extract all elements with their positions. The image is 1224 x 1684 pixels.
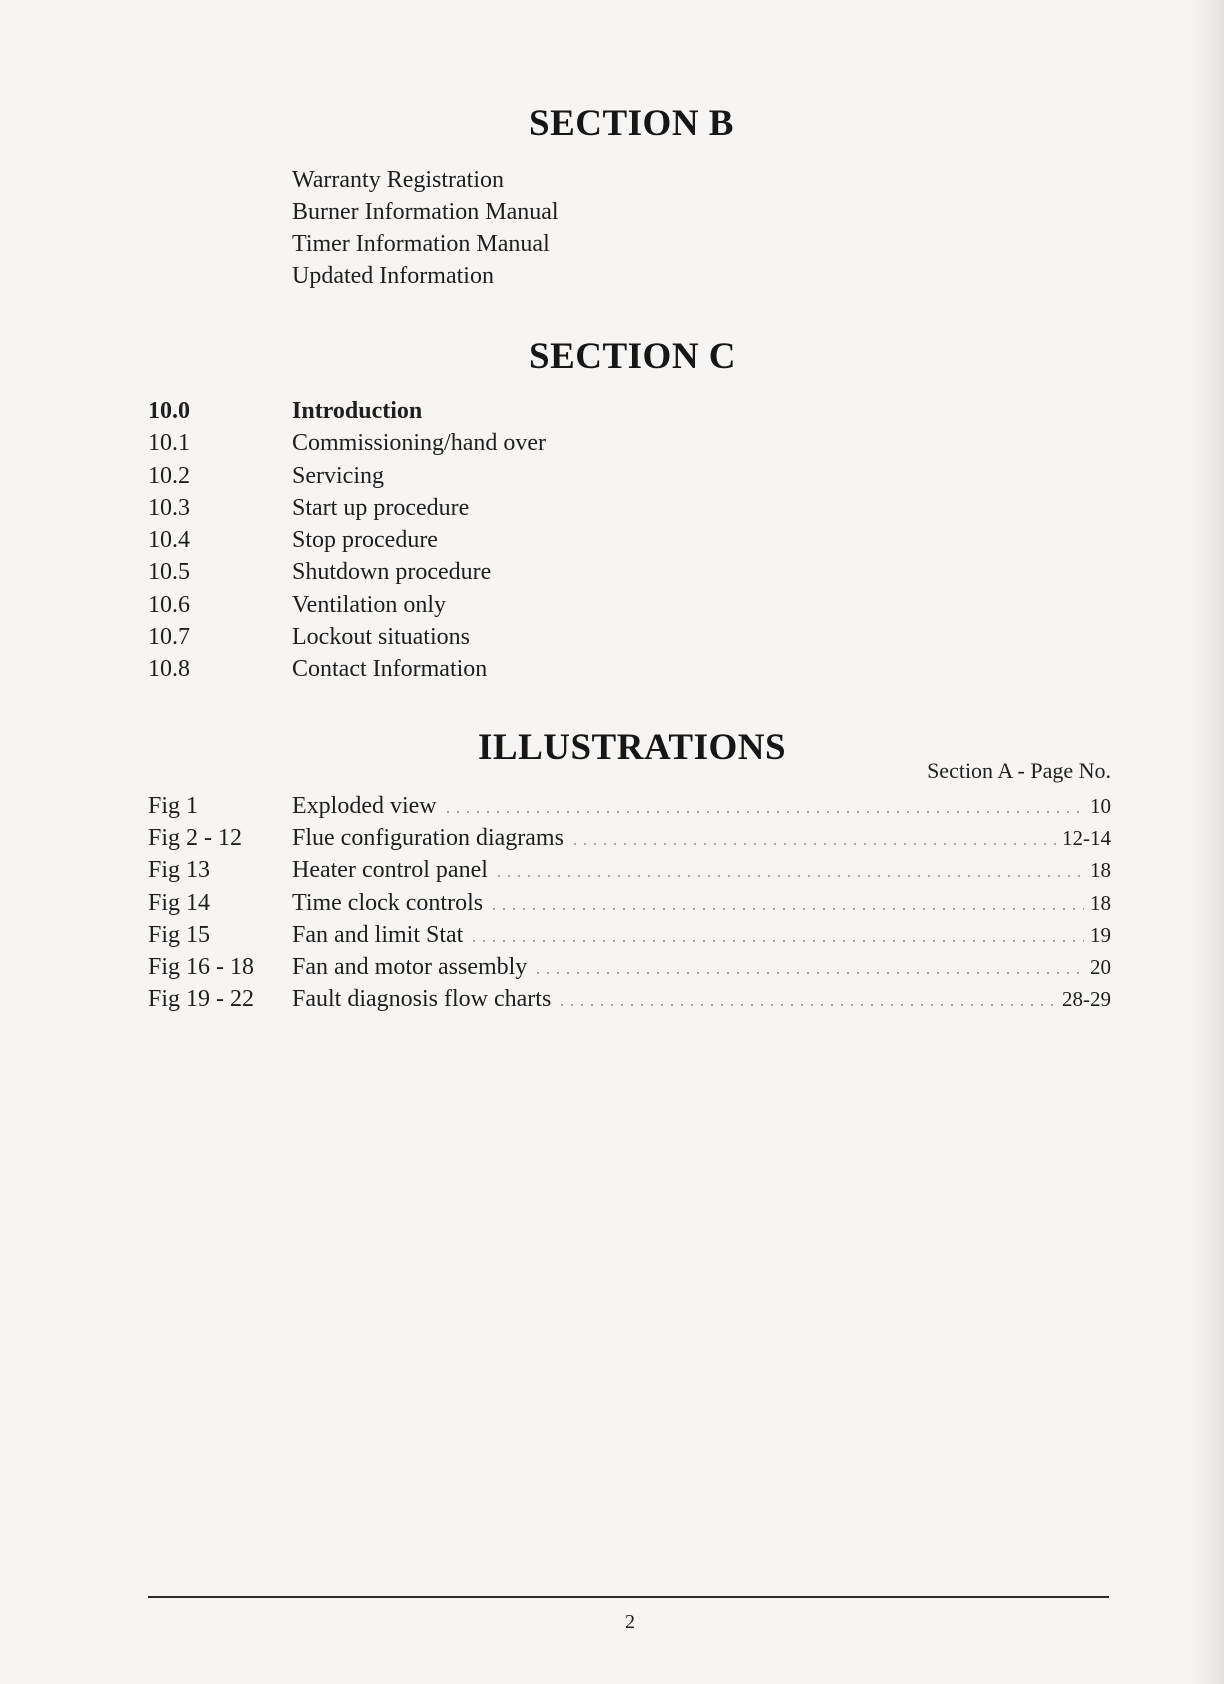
section-b-list [292, 164, 559, 292]
toc-row [148, 854, 1111, 886]
list-item: Warranty Registration [292, 167, 505, 193]
item-number: 10.6 [148, 591, 190, 618]
list-item [148, 589, 848, 621]
toc-row [148, 951, 1111, 983]
dot-leader [443, 809, 1084, 815]
figure-title: Time clock controls [292, 889, 484, 916]
item-label: Start up procedure [292, 494, 470, 521]
figure-number: Fig 14 [148, 889, 211, 916]
figure-page: 28-29 [1062, 987, 1111, 1012]
toc-row [148, 822, 1111, 854]
list-item [148, 524, 848, 556]
item-label: Ventilation only [292, 591, 446, 618]
section-c-list [148, 395, 848, 686]
figure-title: Exploded view [292, 793, 437, 819]
list-item: Burner Information Manual [292, 199, 559, 225]
figure-page: 10 [1090, 794, 1111, 818]
figure-title: Heater control panel [292, 857, 488, 884]
figure-title: Fan and limit Stat [292, 921, 464, 948]
dot-leader [494, 873, 1084, 879]
item-label: Servicing [292, 462, 384, 489]
page-number: 2 [625, 1611, 635, 1633]
item-label: Lockout situations [292, 624, 470, 651]
figure-page: 18 [1090, 890, 1111, 915]
figure-title: Fan and motor assembly [292, 953, 528, 980]
dot-leader [489, 906, 1084, 912]
figure-number: Fig 1 [148, 793, 199, 819]
section-c-heading: SECTION C [529, 336, 737, 377]
figure-number: Fig 16 - 18 [148, 953, 255, 980]
item-label: Contact Information [292, 656, 488, 683]
toc-row [148, 790, 1111, 822]
figure-title: Fault diagnosis flow charts [292, 986, 552, 1013]
figure-number: Fig 13 [148, 857, 211, 884]
toc-row [148, 983, 1111, 1015]
list-item [148, 621, 848, 653]
item-number: 10.0 [148, 398, 190, 424]
list-item [148, 492, 848, 524]
item-number: 10.4 [148, 527, 190, 554]
dot-leader [469, 938, 1084, 944]
list-item [148, 460, 848, 492]
illustrations-list [148, 790, 1111, 1015]
item-label: Stop procedure [292, 527, 438, 554]
item-label: Shutdown procedure [292, 559, 492, 586]
list-item: Timer Information Manual [292, 231, 550, 257]
figure-page: 18 [1090, 858, 1111, 883]
item-number: 10.5 [148, 559, 190, 586]
list-item [148, 427, 848, 459]
dot-leader [557, 1002, 1056, 1008]
list-item [148, 556, 848, 588]
item-label: Introduction [292, 398, 423, 424]
list-item: Updated Information [292, 263, 494, 289]
item-number: 10.2 [148, 462, 190, 489]
dot-leader [533, 970, 1084, 976]
item-number: 10.3 [148, 494, 190, 521]
toc-row [148, 919, 1111, 951]
figure-title: Flue configuration diagrams [292, 825, 564, 852]
item-label: Commissioning/hand over [292, 430, 546, 457]
item-number: 10.8 [148, 656, 190, 683]
figure-number: Fig 15 [148, 921, 211, 948]
item-number: 10.1 [148, 430, 190, 457]
footer-rule [148, 1596, 1109, 1598]
figure-number: Fig 2 - 12 [148, 825, 243, 852]
figure-number: Fig 19 - 22 [148, 986, 255, 1013]
dot-leader [570, 841, 1056, 847]
illustrations-heading: ILLUSTRATIONS [478, 727, 787, 768]
figure-page: 20 [1090, 954, 1111, 979]
section-b-heading: SECTION B [529, 103, 734, 144]
page-edge-shadow [1188, 0, 1224, 1684]
figure-page: 19 [1090, 922, 1111, 947]
item-number: 10.7 [148, 624, 190, 651]
list-item [148, 395, 848, 427]
list-item [148, 653, 848, 685]
page-number-column-header: Section A - Page No. [927, 758, 1111, 783]
toc-row [148, 887, 1111, 919]
figure-page: 12-14 [1062, 826, 1111, 851]
